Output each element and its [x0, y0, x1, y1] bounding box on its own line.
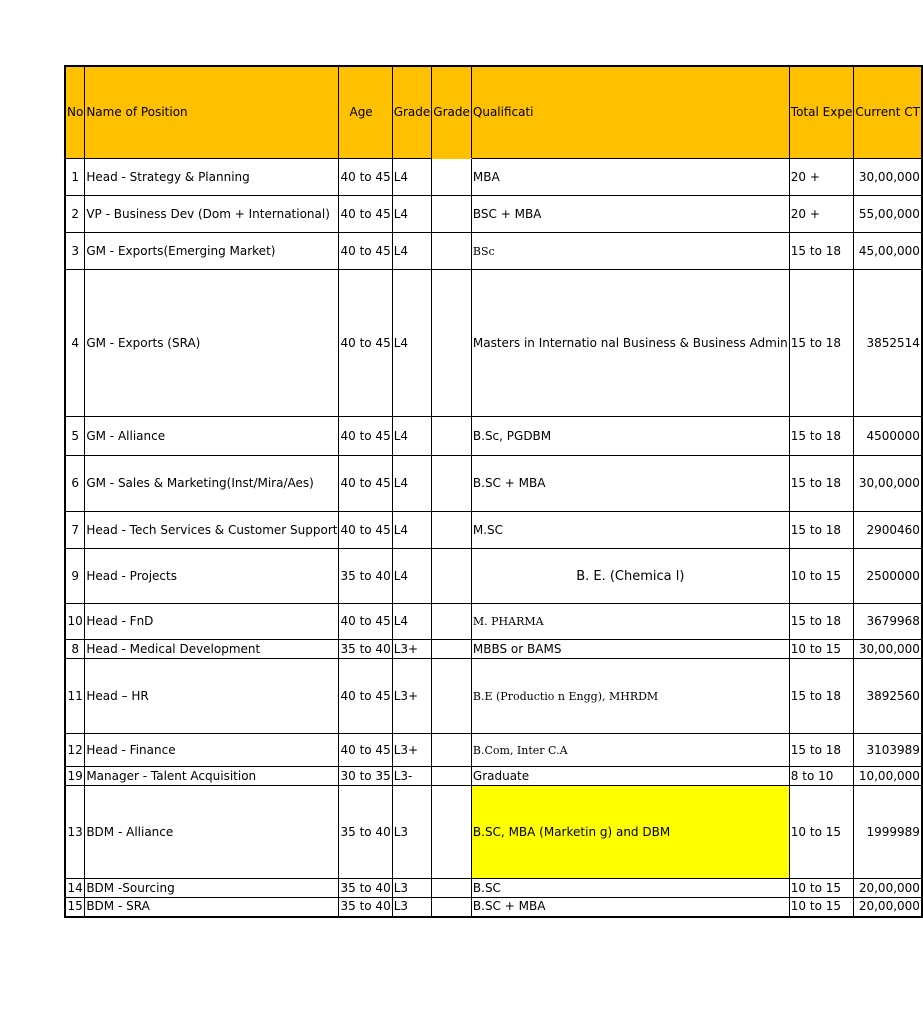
cell-no[interactable]: 3 — [65, 233, 85, 270]
cell-no[interactable]: 11 — [65, 659, 85, 734]
cell-age[interactable]: 40 to 45 — [339, 734, 392, 767]
cell-position[interactable]: Head - FnD — [85, 604, 339, 640]
cell-experience[interactable]: 8 to 10 — [789, 767, 854, 786]
cell-age[interactable]: 40 to 45 — [339, 233, 392, 270]
cell-no[interactable]: 8 — [65, 640, 85, 659]
cell-ctc[interactable]: 2500000 — [854, 549, 922, 604]
cell-position[interactable]: Manager - Talent Acquisition — [85, 767, 339, 786]
cell-experience[interactable]: 10 to 15 — [789, 786, 854, 879]
table-row — [65, 159, 922, 196]
cell-no[interactable]: 19 — [65, 767, 85, 786]
cell-ctc[interactable]: 3852514 — [854, 270, 922, 417]
cell-experience[interactable]: 15 to 18 — [789, 512, 854, 549]
cell-position[interactable]: Head - Medical Development — [85, 640, 339, 659]
cell-grade-2[interactable] — [432, 159, 472, 196]
cell-age[interactable]: 40 to 45 — [339, 159, 392, 196]
table-row — [65, 456, 922, 512]
cell-position[interactable]: BDM - Alliance — [85, 786, 339, 879]
cell-age[interactable]: 40 to 45 — [339, 512, 392, 549]
cell-position[interactable]: Head - Strategy & Planning — [85, 159, 339, 196]
cell-age[interactable]: 30 to 35 — [339, 767, 392, 786]
cell-age[interactable]: 35 to 40 — [339, 879, 392, 898]
header-ctc[interactable]: Current CT — [854, 66, 922, 159]
cell-grade-2[interactable] — [432, 604, 472, 640]
table-row — [65, 767, 922, 786]
cell-qualification[interactable]: Graduate — [471, 767, 789, 786]
header-grade[interactable]: Grade — [392, 66, 432, 159]
cell-grade[interactable]: L4 — [392, 549, 432, 604]
table-row — [65, 233, 922, 270]
cell-experience[interactable]: 10 to 15 — [789, 898, 854, 917]
cell-position[interactable]: BDM - SRA — [85, 898, 339, 917]
cell-qualification[interactable]: B.E (Productio n Engg), MHRDM — [471, 659, 789, 734]
cell-grade[interactable]: L4 — [392, 604, 432, 640]
cell-experience[interactable]: 15 to 18 — [789, 270, 854, 417]
cell-age[interactable]: 40 to 45 — [339, 270, 392, 417]
cell-grade[interactable]: L4 — [392, 417, 432, 456]
cell-age[interactable]: 35 to 40 — [339, 786, 392, 879]
cell-grade-2[interactable] — [432, 549, 472, 604]
cell-age[interactable]: 35 to 40 — [339, 640, 392, 659]
cell-ctc[interactable]: 45,00,000 — [854, 233, 922, 270]
cell-ctc[interactable]: 20,00,000 — [854, 898, 922, 917]
header-grade-2[interactable]: Grade — [432, 66, 472, 159]
cell-age[interactable]: 40 to 45 — [339, 659, 392, 734]
cell-no[interactable]: 14 — [65, 879, 85, 898]
cell-qualification[interactable]: M.SC — [471, 512, 789, 549]
cell-ctc[interactable]: 10,00,000 — [854, 767, 922, 786]
cell-age[interactable]: 40 to 45 — [339, 604, 392, 640]
cell-grade[interactable]: L3+ — [392, 734, 432, 767]
cell-grade-2[interactable] — [432, 659, 472, 734]
cell-grade[interactable]: L4 — [392, 270, 432, 417]
cell-qualification[interactable]: B.Sc, PGDBM — [471, 417, 789, 456]
cell-ctc[interactable]: 3892560 — [854, 659, 922, 734]
cell-position[interactable]: Head - Tech Services & Customer Support — [85, 512, 339, 549]
cell-grade-2[interactable] — [432, 767, 472, 786]
cell-ctc[interactable]: 30,00,000 — [854, 640, 922, 659]
header-no[interactable]: No — [65, 66, 85, 159]
cell-no[interactable]: 15 — [65, 898, 85, 917]
cell-experience[interactable]: 15 to 18 — [789, 417, 854, 456]
cell-age[interactable]: 40 to 45 — [339, 456, 392, 512]
cell-no[interactable]: 4 — [65, 270, 85, 417]
table-row — [65, 417, 922, 456]
cell-qualification[interactable]: B.SC + MBA — [471, 456, 789, 512]
cell-qualification[interactable]: B. E. (Chemica l) — [471, 549, 789, 604]
cell-grade[interactable]: L3 — [392, 879, 432, 898]
cell-no[interactable]: 1 — [65, 159, 85, 196]
cell-grade[interactable]: L4 — [392, 512, 432, 549]
cell-grade[interactable]: L4 — [392, 196, 432, 233]
cell-position[interactable]: Head – HR — [85, 659, 339, 734]
cell-grade[interactable]: L3 — [392, 786, 432, 879]
cell-experience[interactable]: 10 to 15 — [789, 879, 854, 898]
cell-qualification[interactable]: B.SC, MBA (Marketin g) and DBM — [471, 786, 789, 879]
cell-ctc[interactable]: 30,00,000 — [854, 456, 922, 512]
cell-grade-2[interactable] — [432, 270, 472, 417]
cell-grade-2[interactable] — [432, 512, 472, 549]
cell-experience[interactable]: 20 + — [789, 159, 854, 196]
cell-grade[interactable]: L3 — [392, 898, 432, 917]
cell-experience[interactable]: 15 to 18 — [789, 659, 854, 734]
cell-no[interactable]: 10 — [65, 604, 85, 640]
cell-qualification[interactable]: M. PHARMA — [471, 604, 789, 640]
cell-grade[interactable]: L3+ — [392, 659, 432, 734]
cell-no[interactable]: 9 — [65, 549, 85, 604]
cell-position[interactable]: GM - Exports(Emerging Market) — [85, 233, 339, 270]
cell-grade-2[interactable] — [432, 417, 472, 456]
cell-ctc[interactable]: 3679968 — [854, 604, 922, 640]
cell-qualification[interactable]: BSC + MBA — [471, 196, 789, 233]
cell-qualification[interactable]: MBBS or BAMS — [471, 640, 789, 659]
header-experience[interactable]: Total Expe — [789, 66, 854, 159]
header-row — [65, 66, 922, 159]
cell-grade-2[interactable] — [432, 456, 472, 512]
cell-experience[interactable]: 15 to 18 — [789, 734, 854, 767]
header-qualification[interactable]: Qualificati — [471, 66, 789, 159]
cell-age[interactable]: 35 to 40 — [339, 549, 392, 604]
cell-experience[interactable]: 10 to 15 — [789, 549, 854, 604]
cell-ctc[interactable]: 4500000 — [854, 417, 922, 456]
cell-experience[interactable]: 20 + — [789, 196, 854, 233]
cell-grade-2[interactable] — [432, 898, 472, 917]
header-age[interactable]: Age — [339, 66, 392, 159]
cell-grade-2[interactable] — [432, 233, 472, 270]
cell-experience[interactable]: 15 to 18 — [789, 233, 854, 270]
cell-position[interactable]: Head - Projects — [85, 549, 339, 604]
table-row — [65, 786, 922, 879]
cell-qualification[interactable]: Masters in Internatio nal Business & Business Admin — [471, 270, 789, 417]
table-row — [65, 640, 922, 659]
positions-table — [64, 65, 923, 918]
cell-grade-2[interactable] — [432, 734, 472, 767]
cell-grade-2[interactable] — [432, 879, 472, 898]
cell-grade[interactable]: L3- — [392, 767, 432, 786]
cell-qualification[interactable]: B.Com, Inter C.A — [471, 734, 789, 767]
table-row — [65, 604, 922, 640]
cell-position[interactable]: GM - Exports (SRA) — [85, 270, 339, 417]
cell-age[interactable]: 35 to 40 — [339, 898, 392, 917]
cell-qualification[interactable]: MBA — [471, 159, 789, 196]
cell-qualification[interactable]: BSc — [471, 233, 789, 270]
cell-position[interactable]: Head - Finance — [85, 734, 339, 767]
cell-grade-2[interactable] — [432, 196, 472, 233]
cell-age[interactable]: 40 to 45 — [339, 417, 392, 456]
cell-no[interactable]: 6 — [65, 456, 85, 512]
cell-ctc[interactable]: 3103989 — [854, 734, 922, 767]
cell-grade-2[interactable] — [432, 786, 472, 879]
cell-grade[interactable]: L4 — [392, 159, 432, 196]
cell-position[interactable]: VP - Business Dev (Dom + International) — [85, 196, 339, 233]
table-row — [65, 549, 922, 604]
cell-no[interactable]: 13 — [65, 786, 85, 879]
table-row — [65, 734, 922, 767]
cell-age[interactable]: 40 to 45 — [339, 196, 392, 233]
cell-qualification[interactable]: B.SC + MBA — [471, 898, 789, 917]
cell-no[interactable]: 7 — [65, 512, 85, 549]
cell-ctc[interactable]: 1999989 — [854, 786, 922, 879]
cell-experience[interactable]: 15 to 18 — [789, 604, 854, 640]
cell-no[interactable]: 2 — [65, 196, 85, 233]
header-position[interactable]: Name of Position — [85, 66, 339, 159]
cell-experience[interactable]: 15 to 18 — [789, 456, 854, 512]
cell-grade[interactable]: L3+ — [392, 640, 432, 659]
cell-experience[interactable]: 10 to 15 — [789, 640, 854, 659]
cell-grade[interactable]: L4 — [392, 233, 432, 270]
table-row — [65, 512, 922, 549]
cell-ctc[interactable]: 55,00,000 — [854, 196, 922, 233]
table-row — [65, 898, 922, 917]
cell-grade-2[interactable] — [432, 640, 472, 659]
cell-position[interactable]: GM - Sales & Marketing(Inst/Mira/Aes) — [85, 456, 339, 512]
table-row — [65, 196, 922, 233]
cell-position[interactable]: GM - Alliance — [85, 417, 339, 456]
cell-ctc[interactable]: 2900460 — [854, 512, 922, 549]
table-row — [65, 270, 922, 417]
cell-no[interactable]: 12 — [65, 734, 85, 767]
cell-grade[interactable]: L4 — [392, 456, 432, 512]
cell-no[interactable]: 5 — [65, 417, 85, 456]
cell-ctc[interactable]: 30,00,000 — [854, 159, 922, 196]
table-row — [65, 879, 922, 898]
cell-qualification[interactable]: B.SC — [471, 879, 789, 898]
table-row — [65, 659, 922, 734]
cell-position[interactable]: BDM -Sourcing — [85, 879, 339, 898]
cell-ctc[interactable]: 20,00,000 — [854, 879, 922, 898]
